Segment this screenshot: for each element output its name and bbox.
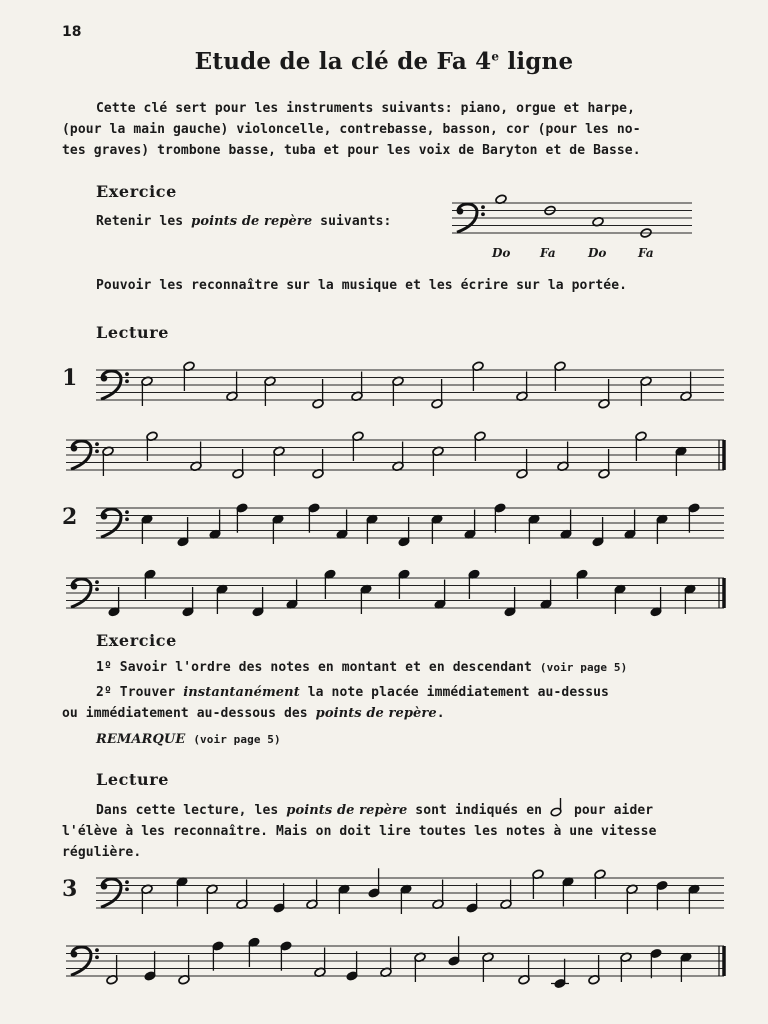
reading-line-3: régulière.: [62, 845, 142, 860]
exercise-number-2: 2: [62, 504, 78, 530]
item2-line2-italic: points de repère: [315, 706, 437, 721]
reading-line-1-end: pour aider: [566, 803, 654, 818]
item2-end: la note placée immédiatement au-dessus: [299, 685, 609, 700]
exercise-heading-1: Exercice: [96, 182, 177, 201]
item2-start: 2º Trouver: [96, 685, 184, 700]
note-label-fa-2: Fa: [638, 246, 654, 260]
note-label-do-2: Do: [588, 246, 607, 260]
item1-ref: (voir page 5): [539, 661, 628, 674]
intro-line-2: (pour la main gauche) violoncelle, contrebasse, basson, cor (pour les no-: [62, 122, 641, 137]
remark-ref: (voir page 5): [193, 733, 281, 746]
title-end: ligne: [499, 48, 574, 75]
exercise-number-1: 1: [62, 365, 78, 391]
reading-line-1-mid: sont indiqués en: [407, 803, 551, 818]
retain-before: Retenir les: [96, 214, 192, 229]
exercise-number-3: 3: [62, 876, 78, 902]
reading-heading-2: Lecture: [96, 770, 170, 789]
reading-line-2: l'élève à les reconnaître. Mais on doit lire toutes les notes à une vitesse: [62, 824, 657, 839]
intro-line-1: Cette clé sert pour les instruments suivants: piano, orgue et harpe,: [96, 101, 636, 116]
exercise-heading-2: Exercice: [96, 631, 177, 650]
intro-line-3: tes graves) trombone basse, tuba et pour les voix de Baryton et de Basse.: [62, 143, 641, 158]
reading-line-1-italic: points de repère: [286, 803, 408, 818]
reading-line-1-start: Dans cette lecture, les: [96, 803, 287, 818]
note-label-do-1: Do: [492, 246, 511, 260]
title-superscript: e: [491, 49, 500, 64]
title-main: Etude de la clé de Fa 4: [194, 48, 492, 75]
recognize-text: Pouvoir les reconnaître sur la musique et les écrire sur la portée.: [96, 278, 628, 293]
retain-italic: points de repère: [191, 214, 313, 229]
item1-text: 1º Savoir l'ordre des notes en montant et en descendant: [96, 660, 532, 675]
item2-line2-start: ou immédiatement au-dessous des: [62, 706, 316, 721]
item2-line2-end: .: [436, 706, 445, 721]
remark-label: REMARQUE: [96, 732, 186, 747]
retain-after: suivants:: [312, 214, 392, 229]
item2-italic: instantanément: [183, 685, 300, 700]
reading-heading-1: Lecture: [96, 323, 170, 342]
note-label-fa-1: Fa: [540, 246, 556, 260]
page-number: 18: [62, 24, 82, 40]
